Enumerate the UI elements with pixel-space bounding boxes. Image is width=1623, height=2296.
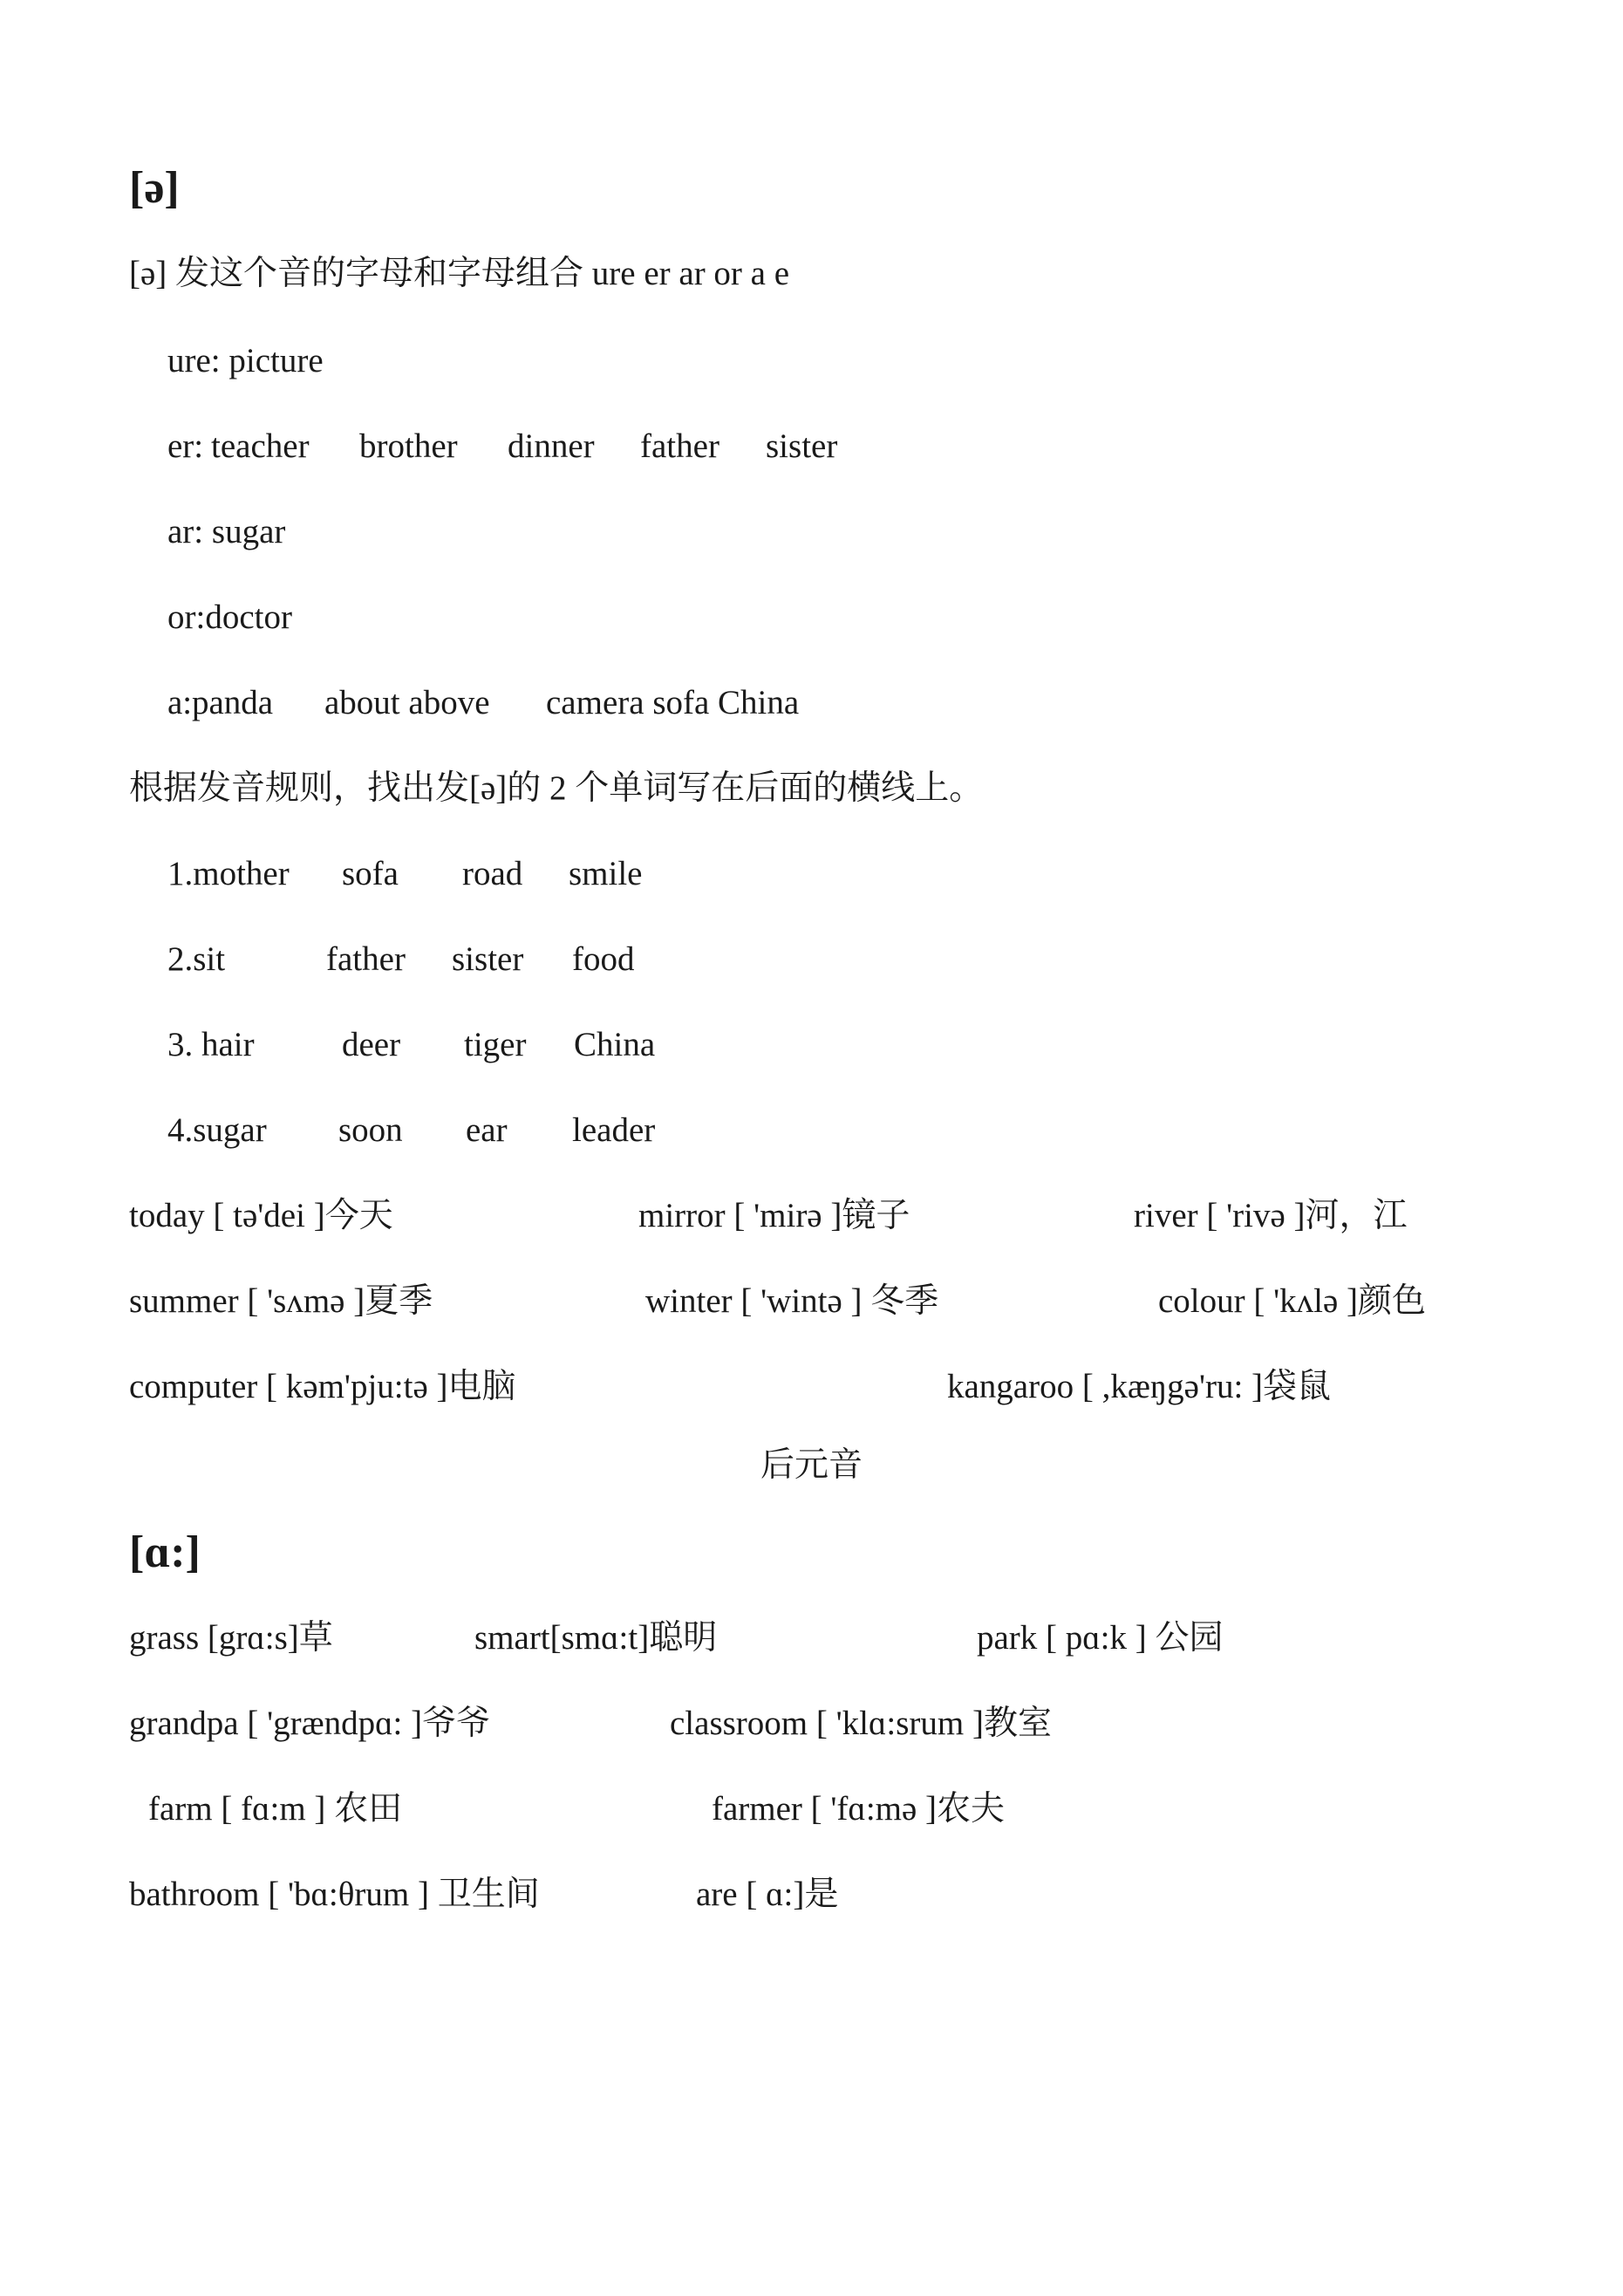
combo-prefix: er: [167, 427, 204, 465]
vocab-grass: grass [grɑ:s]草 [129, 1619, 333, 1657]
exercise-word: China [574, 1026, 656, 1063]
combo-word: camera sofa China [546, 684, 800, 721]
vocab-farmer: farmer [ 'fɑ:mə ]农夫 [712, 1790, 1006, 1828]
exercise-word: leader [572, 1111, 656, 1149]
vocab-smart: smart[smɑ:t]聪明 [474, 1619, 718, 1657]
combo-prefix: a: [167, 684, 193, 721]
exercise-word: sofa [342, 855, 399, 892]
combo-line-er [167, 426, 952, 468]
vocab-colour: colour [ 'kʌlə ]颜色 [1158, 1282, 1427, 1320]
vocab-today: today [ tə'dei ]今天 [129, 1197, 393, 1234]
exercise-word: deer [342, 1026, 401, 1063]
intro-line: [ə] 发这个音的字母和字母组合 ure er ar or a e [129, 255, 790, 292]
combo-line-or [167, 597, 292, 639]
exercise-row-3 [167, 1024, 778, 1066]
combo-word: dinner [508, 427, 595, 465]
vocab-summer: summer [ 'sʌmə ]夏季 [129, 1282, 433, 1320]
exercise-word: tiger [464, 1026, 527, 1063]
section-heading-schwa: [ə] [129, 163, 180, 213]
section-title-back-vowels: 后元音 [760, 1446, 863, 1484]
exercise-row-4 [167, 1110, 778, 1151]
exercise-word: father [326, 940, 406, 978]
combo-word: picture [228, 342, 324, 379]
combo-word: father [640, 427, 719, 465]
vocab-bathroom: bathroom [ 'bɑ:θrum ] 卫生间 [129, 1876, 540, 1913]
exercise-row-1 [167, 853, 778, 895]
combo-prefix: or: [167, 598, 206, 636]
exercise-word: road [462, 855, 523, 892]
exercise-word: ear [466, 1111, 508, 1149]
combo-word: teacher [211, 427, 310, 465]
combo-word: doctor [205, 598, 292, 636]
combo-word: panda [192, 684, 274, 721]
exercise-word: 3. hair [167, 1026, 255, 1063]
vocab-kangaroo: kangaroo [ ,kæŋgə'ru: ]袋鼠 [947, 1368, 1332, 1405]
combo-line-ar [167, 511, 285, 553]
vocab-river: river [ 'rivə ]河，江 [1134, 1197, 1408, 1234]
vocab-farm: farm [ fɑ:m ] 农田 [148, 1790, 403, 1828]
exercise-word: 1.mother [167, 855, 290, 892]
combo-word: sugar [211, 513, 286, 550]
combo-prefix: ar: [167, 513, 204, 550]
combo-line-a [167, 682, 952, 724]
vocab-computer: computer [ kəm'pju:tə ]电脑 [129, 1368, 516, 1405]
vocab-mirror: mirror [ 'mirə ]镜子 [638, 1197, 910, 1234]
combo-line-ure [167, 340, 324, 382]
exercise-word: 2.sit [167, 940, 226, 978]
exercise-word: food [572, 940, 635, 978]
combo-prefix: ure: [167, 342, 221, 379]
exercise-word: soon [338, 1111, 403, 1149]
exercise-word: smile [569, 855, 643, 892]
exercise-word: sister [452, 940, 524, 978]
combo-word: brother [359, 427, 458, 465]
vocab-park: park [ pɑ:k ] 公园 [977, 1619, 1224, 1657]
exercise-word: 4.sugar [167, 1111, 267, 1149]
exercise-instruction: 根据发音规则，找出发[ə]的 2 个单词写在后面的横线上。 [129, 769, 984, 807]
exercise-row-2 [167, 939, 778, 981]
vocab-winter: winter [ 'wintə ] 冬季 [645, 1282, 939, 1320]
vocab-classroom: classroom [ 'klɑ:srum ]教室 [670, 1705, 1052, 1742]
vocab-grandpa: grandpa [ 'grændpɑ: ]爷爷 [129, 1705, 491, 1742]
vocab-are: are [ ɑ:]是 [696, 1876, 839, 1913]
combo-word: about above [324, 684, 490, 721]
combo-word: sister [766, 427, 838, 465]
section-heading-a-long: [ɑ:] [129, 1527, 201, 1577]
